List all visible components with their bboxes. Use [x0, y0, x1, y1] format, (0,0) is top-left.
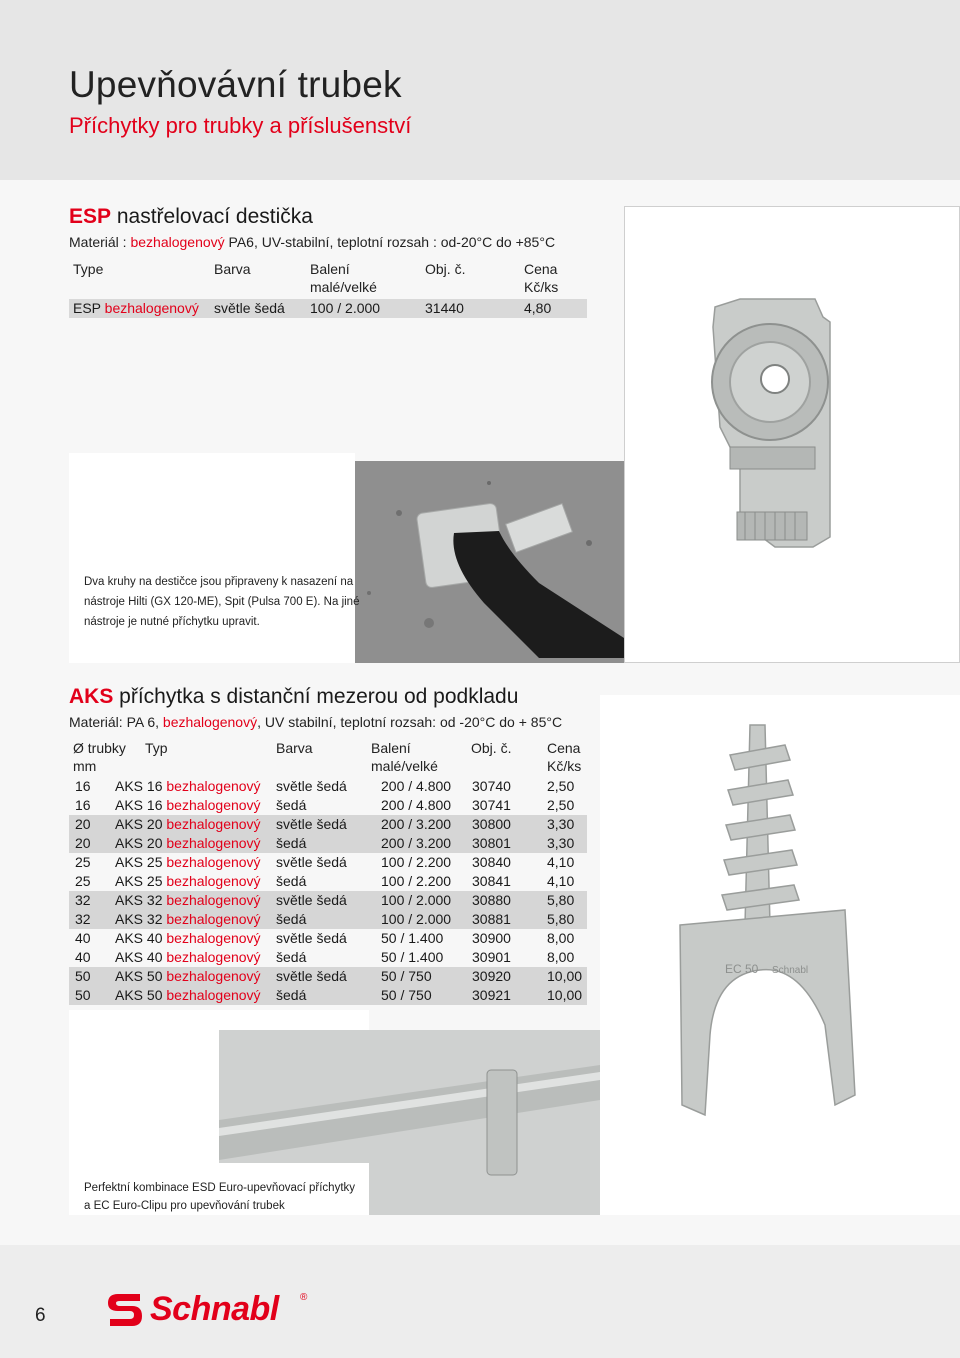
- row-type-red: bezhalogenový: [166, 816, 261, 832]
- aks-material-red: bezhalogenový: [162, 714, 258, 730]
- aks-clip-illustration: [600, 695, 960, 1215]
- aks-col-dia-line1: Ø trubky: [73, 740, 126, 756]
- aks-col-color: Barva: [276, 740, 313, 756]
- aks-table-row: [69, 929, 587, 948]
- row-type: [115, 853, 261, 872]
- aks-table-row: [69, 891, 587, 910]
- page-subtitle: Příchytky pro trubky a příslušenství: [69, 113, 412, 138]
- row-type-red: bezhalogenový: [166, 778, 261, 794]
- row-dia: 32: [75, 911, 91, 927]
- row-color: šedá: [276, 873, 307, 889]
- row-order: 30740: [472, 778, 511, 794]
- row-type-text: AKS 16: [115, 797, 167, 813]
- row-type: [115, 796, 261, 815]
- aks-col-dia-line2: mm: [73, 758, 97, 774]
- aks-title-rest: příchytka s distanční mezerou od podkladu: [113, 685, 519, 708]
- row-color: světle šedá: [276, 816, 347, 832]
- row-type-text: AKS 32: [115, 892, 167, 908]
- aks-col-pack-line2: malé/velké: [371, 758, 438, 774]
- row-price: 5,80: [547, 911, 575, 927]
- esp-col-color: Barva: [214, 261, 251, 277]
- row-order: 30800: [472, 816, 511, 832]
- row-type-red: bezhalogenový: [166, 854, 261, 870]
- esp-col-pack: [310, 260, 377, 296]
- aks-col-pack-line1: Balení: [371, 740, 411, 756]
- esp-col-price: [524, 260, 558, 296]
- row-dia: 25: [75, 873, 91, 889]
- aks-table-row: [69, 834, 587, 853]
- row-order: 30920: [472, 968, 511, 984]
- esp-table-row: [69, 299, 587, 318]
- row-pack: 100 / 2.000: [381, 892, 452, 908]
- row-price: 10,00: [547, 987, 583, 1003]
- row-dia: 16: [75, 778, 91, 794]
- esp-caption-line: nástroje Hilti (GX 120-ME), Spit (Pulsa 700 E). Na jiné: [84, 596, 360, 608]
- aks-caption-line: a EC Euro-Clipu pro upevňování trubek: [84, 1200, 285, 1212]
- row-type-red: bezhalogenový: [166, 987, 261, 1003]
- row-type: [115, 872, 261, 891]
- aks-table-row: [69, 853, 587, 872]
- row-color: šedá: [276, 797, 307, 813]
- row-color: světle šedá: [276, 778, 347, 794]
- row-type-red: bezhalogenový: [166, 968, 261, 984]
- row-color: světle šedá: [276, 854, 347, 870]
- row-type-red: bezhalogenový: [166, 892, 261, 908]
- row-type-red: bezhalogenový: [166, 911, 261, 927]
- row-dia: 50: [75, 968, 91, 984]
- row-pack: 100 / 2.200: [381, 873, 452, 889]
- esp-caption-line: Dva kruhy na destičce jsou připraveny k nasazení na: [84, 576, 354, 588]
- esp-caption: [84, 572, 359, 632]
- row-order: 30921: [472, 987, 511, 1003]
- row-order: 30881: [472, 911, 511, 927]
- aks-product-photo: [600, 695, 960, 1215]
- row-price: 4,10: [547, 854, 575, 870]
- aks-table-row: [69, 796, 587, 815]
- row-type: [115, 948, 261, 967]
- row-color: šedá: [276, 949, 307, 965]
- row-color: šedá: [276, 835, 307, 851]
- esp-row-order: 31440: [425, 300, 464, 316]
- row-type-red: bezhalogenový: [166, 949, 261, 965]
- esp-col-price-line1: Cena: [524, 261, 558, 277]
- row-type-text: AKS 25: [115, 873, 167, 889]
- esp-row-color: světle šedá: [214, 300, 285, 316]
- row-type-text: AKS 16: [115, 778, 167, 794]
- row-pack: 50 / 1.400: [381, 949, 444, 965]
- row-pack: 200 / 4.800: [381, 797, 452, 813]
- aks-clip-marking: EC 50: [725, 962, 759, 976]
- row-price: 5,80: [547, 892, 575, 908]
- row-price: 4,10: [547, 873, 575, 889]
- row-order: 30840: [472, 854, 511, 870]
- row-price: 8,00: [547, 930, 575, 946]
- row-price: 8,00: [547, 949, 575, 965]
- row-order: 30801: [472, 835, 511, 851]
- esp-col-type: Type: [73, 261, 104, 277]
- aks-col-order: Obj. č.: [471, 740, 512, 756]
- esp-material: [69, 234, 555, 250]
- aks-col-pack: [371, 739, 438, 775]
- row-type: [115, 891, 261, 910]
- row-type: [115, 910, 261, 929]
- row-type: [115, 967, 261, 986]
- row-type-text: AKS 40: [115, 930, 167, 946]
- row-order: 30901: [472, 949, 511, 965]
- aks-caption-line: Perfektní kombinace ESD Euro-upevňovací příchytky: [84, 1182, 356, 1194]
- page-number: 6: [35, 1305, 46, 1326]
- esp-caption-line: nástroje je nutné příchytku upravit.: [84, 616, 260, 628]
- aks-table-row: [69, 815, 587, 834]
- row-dia: 20: [75, 835, 91, 851]
- row-color: šedá: [276, 987, 307, 1003]
- esp-title-rest: nastřelovací destička: [111, 205, 313, 228]
- row-order: 30841: [472, 873, 511, 889]
- row-dia: 25: [75, 854, 91, 870]
- aks-caption: [84, 1179, 355, 1215]
- aks-table-row: [69, 777, 587, 796]
- aks-table-row: [69, 948, 587, 967]
- aks-material: [69, 714, 562, 730]
- esp-plate-illustration: [625, 207, 959, 662]
- aks-material-rest: , UV stabilní, teplotní rozsah: od -20°C do + 85°C: [257, 714, 563, 730]
- row-type-red: bezhalogenový: [166, 835, 261, 851]
- esp-title-bold: ESP: [69, 205, 112, 228]
- row-order: 30741: [472, 797, 511, 813]
- esp-col-pack-line2: malé/velké: [310, 279, 377, 295]
- aks-table-row: [69, 967, 587, 986]
- esp-col-pack-line1: Balení: [310, 261, 350, 277]
- esp-row-type-prefix: ESP: [73, 300, 105, 316]
- row-color: světle šedá: [276, 930, 347, 946]
- row-order: 30880: [472, 892, 511, 908]
- row-dia: 40: [75, 930, 91, 946]
- esp-material-prefix: Materiál :: [69, 234, 131, 250]
- row-type: [115, 986, 261, 1005]
- esp-product-photo: [624, 206, 960, 663]
- esp-section-title: [69, 205, 313, 229]
- aks-title-bold: AKS: [69, 685, 114, 708]
- row-color: světle šedá: [276, 968, 347, 984]
- esp-row-type: [73, 299, 199, 318]
- row-type-red: bezhalogenový: [166, 873, 261, 889]
- aks-col-dia: [73, 739, 126, 775]
- row-type: [115, 929, 261, 948]
- aks-col-price-line1: Cena: [547, 740, 581, 756]
- esp-row-pack: 100 / 2.000: [310, 300, 381, 316]
- row-pack: 100 / 2.000: [381, 911, 452, 927]
- schnabl-logo-text: Schnabl: [150, 1290, 279, 1328]
- aks-col-type: Typ: [145, 740, 168, 756]
- row-type-text: AKS 25: [115, 854, 167, 870]
- esp-col-order: Obj. č.: [425, 261, 466, 277]
- row-type-text: AKS 32: [115, 911, 167, 927]
- registered-mark: ®: [300, 1292, 308, 1303]
- row-price: 10,00: [547, 968, 583, 984]
- row-type-text: AKS 20: [115, 816, 167, 832]
- row-dia: 50: [75, 987, 91, 1003]
- aks-section-title: [69, 685, 518, 709]
- esp-col-price-line2: Kč/ks: [524, 279, 559, 295]
- row-price: 2,50: [547, 778, 575, 794]
- aks-table-row: [69, 872, 587, 891]
- esp-material-red: bezhalogenový: [130, 234, 225, 250]
- row-type-text: AKS 50: [115, 968, 167, 984]
- row-type: [115, 777, 261, 796]
- row-pack: 50 / 1.400: [381, 930, 444, 946]
- aks-col-price: [547, 739, 581, 775]
- row-type-red: bezhalogenový: [166, 930, 261, 946]
- aks-table-row: [69, 910, 587, 929]
- row-dia: 16: [75, 797, 91, 813]
- aks-material-prefix: Materiál: PA 6,: [69, 714, 163, 730]
- page-title: Upevňovávní trubek: [69, 64, 402, 105]
- row-dia: 32: [75, 892, 91, 908]
- row-pack: 50 / 750: [381, 968, 432, 984]
- row-type: [115, 815, 261, 834]
- row-color: světle šedá: [276, 892, 347, 908]
- row-dia: 40: [75, 949, 91, 965]
- row-type-text: AKS 20: [115, 835, 167, 851]
- schnabl-logo-icon: [104, 1288, 146, 1330]
- row-type-text: AKS 50: [115, 987, 167, 1003]
- esp-row-price: 4,80: [524, 300, 552, 316]
- row-color: šedá: [276, 911, 307, 927]
- row-pack: 200 / 4.800: [381, 778, 452, 794]
- row-dia: 20: [75, 816, 91, 832]
- row-order: 30900: [472, 930, 511, 946]
- esp-row-type-red: bezhalogenový: [104, 300, 199, 316]
- row-pack: 200 / 3.200: [381, 835, 452, 851]
- aks-table-row: [69, 986, 587, 1005]
- row-pack: 100 / 2.200: [381, 854, 452, 870]
- row-price: 3,30: [547, 816, 575, 832]
- row-pack: 50 / 750: [381, 987, 432, 1003]
- aks-clip-brand: Schnabl: [772, 965, 809, 976]
- row-type-red: bezhalogenový: [166, 797, 261, 813]
- row-price: 2,50: [547, 797, 575, 813]
- aks-col-price-line2: Kč/ks: [547, 758, 582, 774]
- row-type-text: AKS 40: [115, 949, 167, 965]
- row-pack: 200 / 3.200: [381, 816, 452, 832]
- row-type: [115, 834, 261, 853]
- esp-material-rest: PA6, UV-stabilní, teplotní rozsah : od-20°C do +85°C: [224, 234, 556, 250]
- row-price: 3,30: [547, 835, 575, 851]
